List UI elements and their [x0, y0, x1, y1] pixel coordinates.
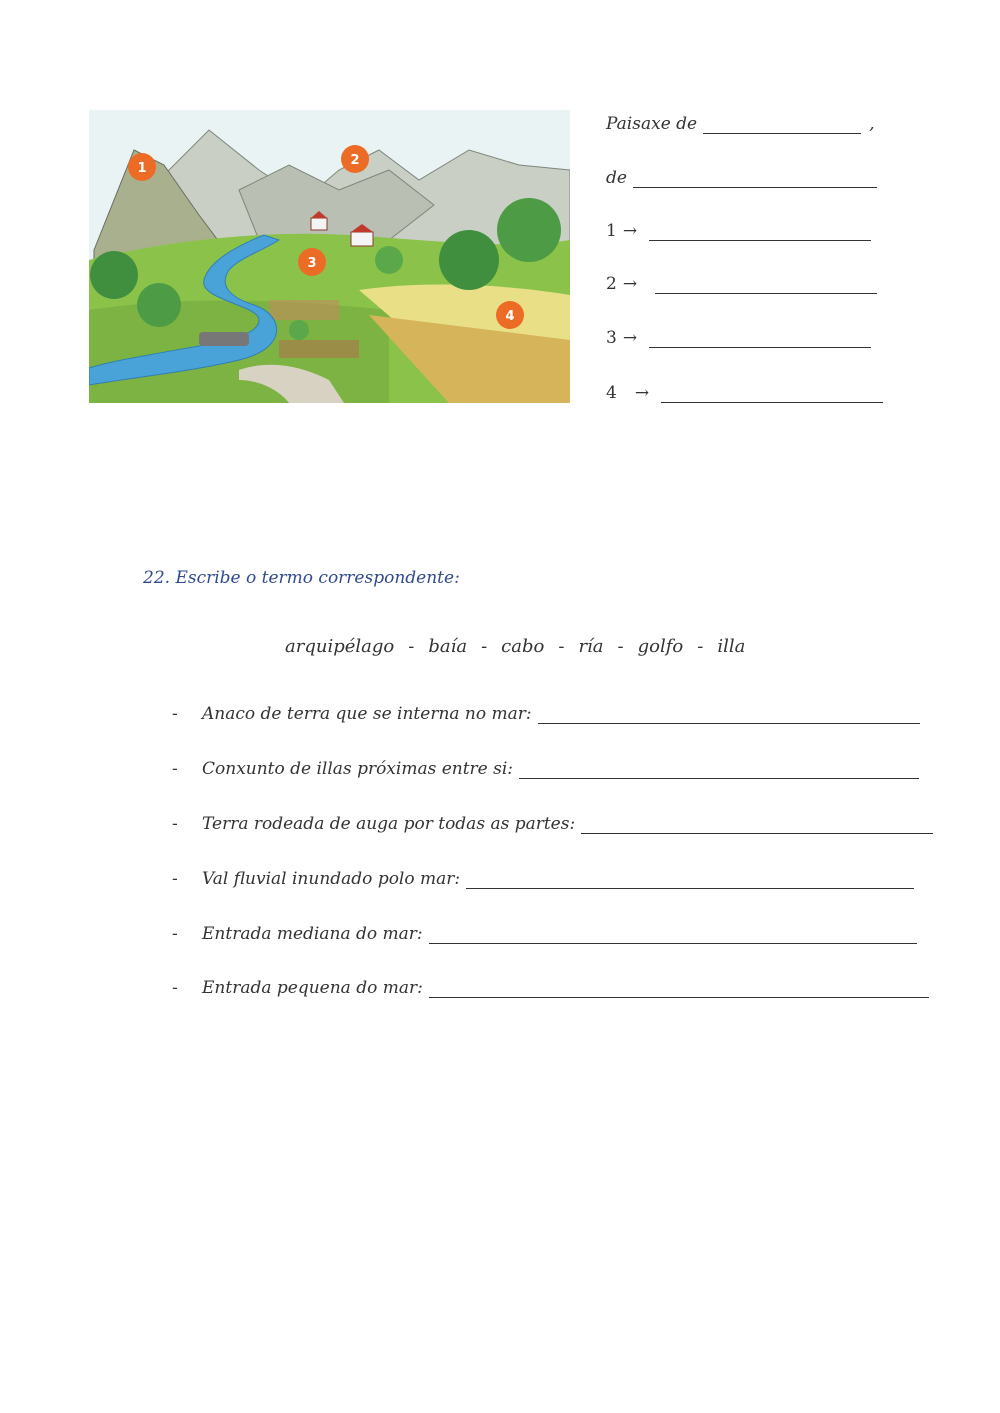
- answer-number: 1: [606, 221, 617, 241]
- item-text: Entrada mediana do mar:: [202, 924, 423, 944]
- word-separator: -: [617, 636, 624, 657]
- word-separator: -: [408, 636, 415, 657]
- item-text: Val fluvial inundado polo mar:: [202, 869, 461, 889]
- landscape-label: Paisaxe de: [606, 114, 698, 134]
- item-dash: -: [172, 924, 178, 944]
- item-text: Terra rodeada de auga por todas as partes:: [202, 814, 576, 834]
- marker-2: [341, 145, 369, 173]
- answer-blank[interactable]: [661, 386, 883, 403]
- answer-blank[interactable]: [649, 331, 871, 348]
- word-separator: -: [697, 636, 704, 657]
- word: ría: [578, 636, 604, 657]
- marker-label: 3: [307, 256, 317, 271]
- landscape-drawing: [89, 110, 570, 403]
- arrow-right-icon: →: [622, 274, 638, 294]
- answer-blank[interactable]: [649, 224, 871, 241]
- marker-1: [128, 153, 156, 181]
- marker-label: 4: [505, 309, 515, 324]
- word-bank: [285, 636, 745, 657]
- item-text: Anaco de terra que se interna no mar:: [202, 704, 532, 724]
- marker-label: 1: [137, 161, 147, 176]
- word: arquipélago: [285, 636, 395, 657]
- answer-number: 4: [606, 383, 617, 403]
- marker-4: [496, 301, 524, 329]
- word: baía: [428, 636, 468, 657]
- answer-blank[interactable]: [655, 277, 877, 294]
- answer-blank[interactable]: [429, 927, 917, 944]
- word: golfo: [637, 636, 684, 657]
- landscape-type-line: [606, 168, 877, 188]
- item-dash: -: [172, 978, 178, 998]
- type-label: de: [606, 168, 627, 188]
- item-dash: -: [172, 759, 178, 779]
- marker-answer-2: [606, 274, 877, 294]
- comma: ,: [869, 114, 875, 134]
- marker-3: [298, 248, 326, 276]
- exercise-item: [172, 924, 917, 944]
- exercise-item: [172, 869, 914, 889]
- word-separator: -: [558, 636, 565, 657]
- exercise-item: [172, 814, 933, 834]
- type-blank[interactable]: [633, 171, 877, 188]
- exercise-title: 22. Escribe o termo correspondente:: [143, 568, 460, 588]
- word: cabo: [501, 636, 545, 657]
- answer-number: 2: [606, 274, 617, 294]
- marker-answer-1: [606, 221, 871, 241]
- arrow-right-icon: →: [634, 383, 650, 403]
- exercise-item: [172, 704, 920, 724]
- answer-blank[interactable]: [519, 762, 919, 779]
- word: illa: [717, 636, 746, 657]
- item-dash: -: [172, 704, 178, 724]
- arrow-right-icon: →: [622, 221, 638, 241]
- item-dash: -: [172, 814, 178, 834]
- exercise-item: [172, 978, 929, 998]
- answer-blank[interactable]: [466, 872, 914, 889]
- answer-blank[interactable]: [581, 817, 933, 834]
- marker-label: 2: [350, 153, 360, 168]
- marker-answer-3: [606, 328, 871, 348]
- answer-blank[interactable]: [429, 981, 929, 998]
- item-dash: -: [172, 869, 178, 889]
- answer-number: 3: [606, 328, 617, 348]
- exercise-item: [172, 759, 919, 779]
- answer-blank[interactable]: [538, 707, 920, 724]
- word-separator: -: [481, 636, 488, 657]
- arrow-right-icon: →: [622, 328, 638, 348]
- landscape-name-line: [606, 114, 875, 134]
- marker-answer-4: [606, 383, 883, 403]
- item-text: Entrada pequena do mar:: [202, 978, 423, 998]
- landscape-blank[interactable]: [703, 117, 861, 134]
- landscape-illustration: [89, 110, 570, 403]
- item-text: Conxunto de illas próximas entre si:: [202, 759, 514, 779]
